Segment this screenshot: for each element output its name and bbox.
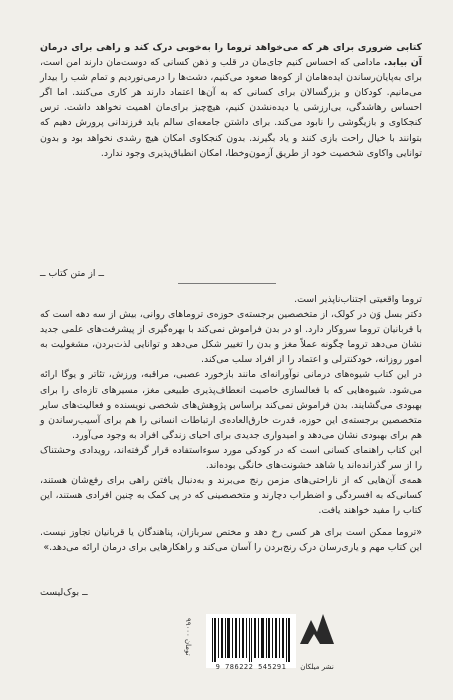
publisher-logo-icon [298,606,336,662]
barcode-icon [206,614,296,668]
intro-quote-body: مادامی که احساس کنیم جای‌مان در قلب و ذهن کسانی که دوست‌مان دارند امن است، برای به‌پایان‌رساندن ایده‌هامان از کوه‌ها صعود می‌کنیم، دشت‌ها را درمی‌نوردیم و تمام شب را بیدار می‌مانیم. کودکان و بزرگسالان برای کسانی که به آن‌ها اعتماد دارند هر کاری می‌کنند. اما اگر احساس رهاشدگی، بی‌ارزشی یا دیده‌نشدن کنیم، هیچ‌چیز برای‌مان اهمیت نخواهد داشت. ترس کنجکاوی و بازیگوشی را نابود می‌کند. برای داشتن جامعه‌ای سالم باید فرزندانی پرورش دهیم که بتوانند با خیال راحت بازی کنند و یاد بگیرند. بدون کنجکاوی امکان هیچ رشدی نخواهد بود و بدون توانایی واکاوی شخصیت خود از طریق آزمون‌وخطا، امکان انطباق‌پذیری وجود ندارد. [40,57,422,159]
description-paragraph-2: در این کتاب شیوه‌های درمانی نوآورانه‌ای مانند بازخورد عصبی، مراقبه، ورزش، تئاتر و یوگا ارائه می‌شود. شیوه‌هایی که با فعالسازی خاصیت انعطاف‌پذیری طبیعی مغز، مسیرهای تازه‌ای را برای بهبودی می‌گشایند. بدن فراموش نمی‌کند براساس پژوهش‌های شخصی نویسنده و فعالیت‌های سایر متخصصین برجسته‌ی این حوزه، قدرت خارق‌العاده‌ی ارتباطات انسانی را هم برای آسیب‌رساندن و هم برای بهبودی نشان می‌دهد و امیدواری جدیدی برای احیای زندگی افراد به وجود می‌آورد. [40,369,422,441]
book-description [40,292,422,518]
description-heading: تروما واقعیتی اجتناب‌ناپذیر است. [294,294,422,305]
intro-quote [40,40,422,161]
review-quote [40,525,422,555]
review-quote-text: «تروما ممکن است برای هر کسی رخ دهد و مختص سربازان، پناهندگان یا قربانیان تجاوز نیست. این کتاب مهم و یاری‌رسان درک رنج‌بردن را آسان می‌کند و راهکارهایی برای درمان ارائه می‌دهد.» [40,527,422,554]
description-paragraph-3: این کتاب راهنمای کسانی است که در کودکی مورد سوءاستفاده قرار گرفته‌اند، رویدادی وحشتناک را از سر گذرانده‌اند یا شاهد خشونت‌های خانگی بوده‌اند. [40,444,422,472]
description-paragraph-4: همه‌ی آن‌هایی که از ناراحتی‌های مزمن رنج می‌برند و به‌دنبال یافتن راهی برای رفع‌شان هستند، کسانی‌که به افسردگی و اضطراب دچارند و متخصصینی که در پی کمک به چنین افرادی هستند، این کتاب را مفید خواهند یافت. [40,475,422,517]
intro-quote-lead: کتابی ضروری برای هر که می‌خواهد تروما را به‌خوبی درک کند و راهی برای درمان آن بیابد. [40,42,423,69]
price-label: ۹۹۰۰۰ تومان [184,618,192,656]
publisher-name: نشر میلکان [300,663,334,671]
intro-quote-attribution: ــ از متن کتاب ــ [40,268,104,279]
review-quote-attribution: ــ بوک‌لیست [40,587,88,598]
section-divider [178,283,276,284]
isbn-number: 9 786222 545291 [215,663,287,671]
description-paragraph-1: دکتر بسل وَن در کولک، از متخصصین برجسته‌ی حوزه‌ی تروماهای روانی، بیش از سه دهه است که با قربانیان تروما سروکار دارد. او در بدن فراموش نمی‌کند با بهره‌گیری از پیشرفت‌های علمی جدید نشان می‌دهد تروما چگونه عملاً مغز و بدن را تغییر شکل می‌دهد و توانایی لذت‌بردن، مشغولیت به امور روزانه، خودکنترلی و اعتماد را از افراد سلب می‌کند. [40,309,422,366]
